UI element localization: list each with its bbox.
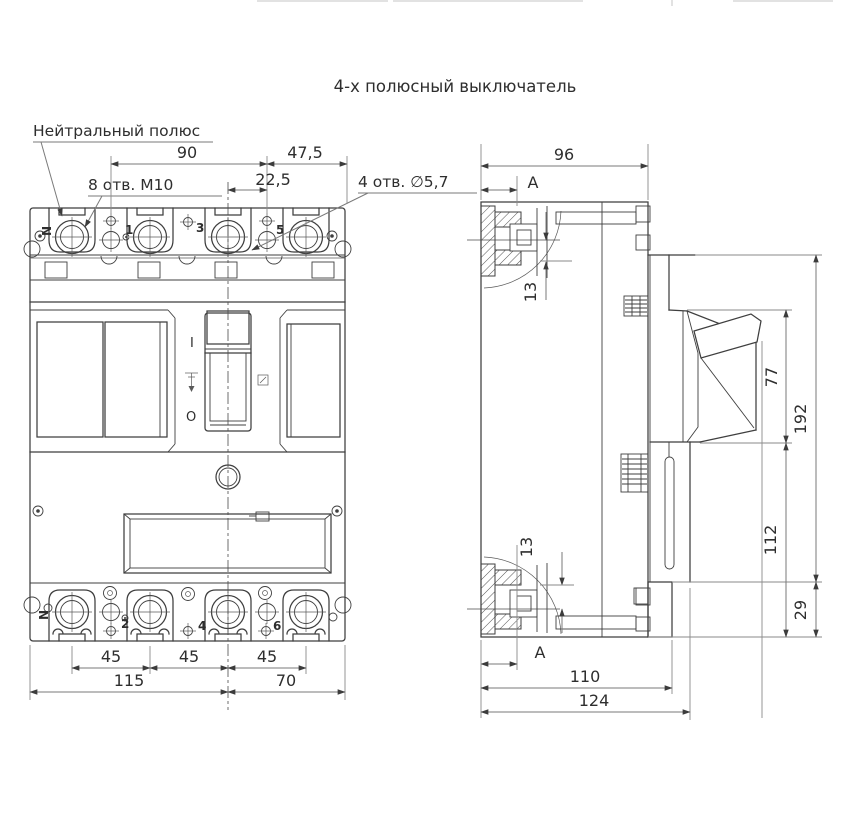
dim-45-2: 45 <box>178 647 200 666</box>
neutral-pole-label: Нейтральный полюс <box>33 122 201 140</box>
drawing-title: 4-х полюсный выключатель <box>333 77 577 96</box>
front-view-dimensions <box>30 122 477 700</box>
handle-off-position <box>701 358 754 428</box>
nameplate <box>124 512 331 573</box>
dim-96: 96 <box>553 145 575 164</box>
handle-off-mark: O <box>186 410 197 425</box>
dim-29: 29 <box>791 599 810 621</box>
side-view <box>467 202 761 637</box>
dim-22-5: 22,5 <box>255 170 291 189</box>
section-label-bottom: А <box>534 643 546 662</box>
dim-90: 90 <box>176 143 198 162</box>
terminal-label-1: 1 <box>125 223 134 237</box>
bottom-terminal-pads <box>24 587 351 642</box>
top-edge-fragments <box>257 0 833 6</box>
dim-115: 115 <box>113 671 145 690</box>
vent-grille-upper <box>624 296 648 316</box>
terminal-label-5: 5 <box>276 223 285 237</box>
dim-13-bottom: 13 <box>517 536 536 558</box>
mid-panel <box>37 310 340 452</box>
dim-77: 77 <box>762 366 781 388</box>
rear-panel <box>634 255 761 637</box>
section-a-bottom <box>467 557 650 634</box>
dim-192: 192 <box>791 403 810 435</box>
dim-110: 110 <box>569 667 601 686</box>
vent-grille-lower <box>621 454 648 492</box>
handle-on-position <box>694 314 761 358</box>
front-view <box>24 182 351 710</box>
m10-holes-label: 8 отв. М10 <box>88 176 174 194</box>
din-clip-slot <box>665 457 674 569</box>
d57-holes-label: 4 отв. ∅5,7 <box>358 173 449 191</box>
terminal-label-n-bottom: N <box>37 609 51 621</box>
reset-symbol <box>258 375 268 385</box>
top-terminal-pads <box>24 208 351 257</box>
dim-124: 124 <box>578 691 610 710</box>
terminal-label-n-top: N <box>40 225 54 237</box>
terminal-label-6: 6 <box>273 619 282 633</box>
dim-45-1: 45 <box>100 647 122 666</box>
mounting-feet-row <box>45 256 334 278</box>
trip-symbol <box>185 373 198 392</box>
dim-13-top: 13 <box>521 281 540 303</box>
terminal-label-2: 2 <box>121 617 130 631</box>
dim-45-3: 45 <box>256 647 278 666</box>
dim-47-5: 47,5 <box>287 143 323 162</box>
handle-on-mark: I <box>190 336 194 351</box>
section-label-top: А <box>527 173 539 192</box>
section-a-top <box>467 206 650 288</box>
terminal-label-3: 3 <box>196 221 205 235</box>
dim-70: 70 <box>275 671 297 690</box>
dim-112: 112 <box>761 524 780 556</box>
terminal-label-4: 4 <box>198 619 207 633</box>
